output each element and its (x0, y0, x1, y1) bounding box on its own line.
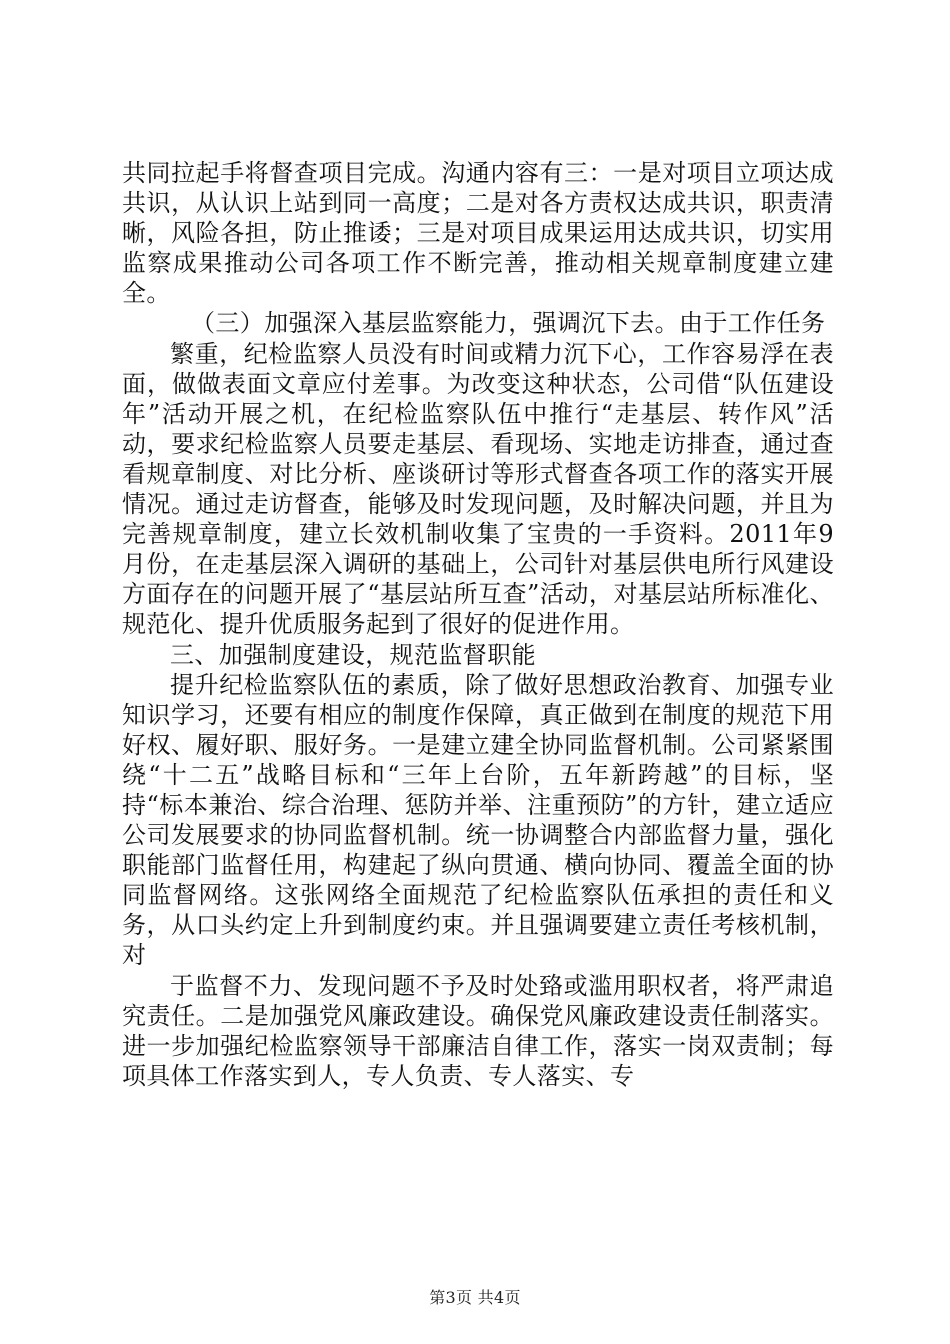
paragraph-accountability: 于监督不力、发现问题不予及时处臵或滥用职权者，将严肃追究责任。二是加强党风廉政建设。确保党风廉政建设责任制落实。进一步加强纪检监察领导干部廉洁自律工作，落实一岗双责制；每项具体工作落实到人，专人负责、专人落实、专 (122, 971, 834, 1090)
paragraph-grassroots: 繁重，纪检监察人员没有时间或精力沉下心，工作容易浮在表面，做做表面文章应付差事。为改变这种状态，公司借“队伍建设年”活动开展之机，在纪检监察队伍中推行“走基层、转作风”活动，要求纪检监察人员要走基层、看现场、实地走访排查，通过查看规章制度、对比分析、座谈研讨等形式督查各项工作的落实开展情况。通过走访督查，能够及时发现问题，及时解决问题，并且为完善规章制度，建立长效机制收集了宝贵的一手资料。2011年9月份，在走基层深入调研的基础上，公司针对基层供电所行风建设方面存在的问题开展了“基层站所互查”活动，对基层站所标准化、规范化、提升优质服务起到了很好的促进作用。 (122, 339, 834, 639)
paragraph-system-building: 提升纪检监察队伍的素质，除了做好思想政治教育、加强专业知识学习，还要有相应的制度作保障，真正做到在制度的规范下用好权、履好职、服好务。一是建立建全协同监督机制。公司紧紧围绕“十二五”战略目标和“三年上台阶，五年新跨越”的目标，坚持“标本兼治、综合治理、惩防并举、注重预防”的方针，建立适应公司发展要求的协同监督机制。统一协调整合内部监督力量，强化职能部门监督任用，构建起了纵向贯通、横向协同、覆盖全面的协同监督网络。这张网络全面规范了纪检监察队伍承担的责任和义务，从口头约定上升到制度约束。并且强调要建立责任考核机制，对 (122, 670, 834, 970)
page-footer: 第3页 共4页 (429, 1288, 521, 1307)
section-heading-three: 三、加强制度建设，规范监督职能 (170, 640, 536, 669)
document-body (122, 158, 834, 1091)
paragraph-continuation: 共同拉起手将督查项目完成。沟通内容有三：一是对项目立项达成共识，从认识上站到同一高度；二是对各方责权达成共识，职责清晰，风险各担，防止推诿；三是对项目成果运用达成共识，切实用监察成果推动公司各项工作不断完善，推动相关规章制度建立建全。 (122, 159, 834, 308)
paragraph-subheading-three: （三）加强深入基层监察能力，强调沉下去。由于工作任务 (191, 309, 826, 338)
